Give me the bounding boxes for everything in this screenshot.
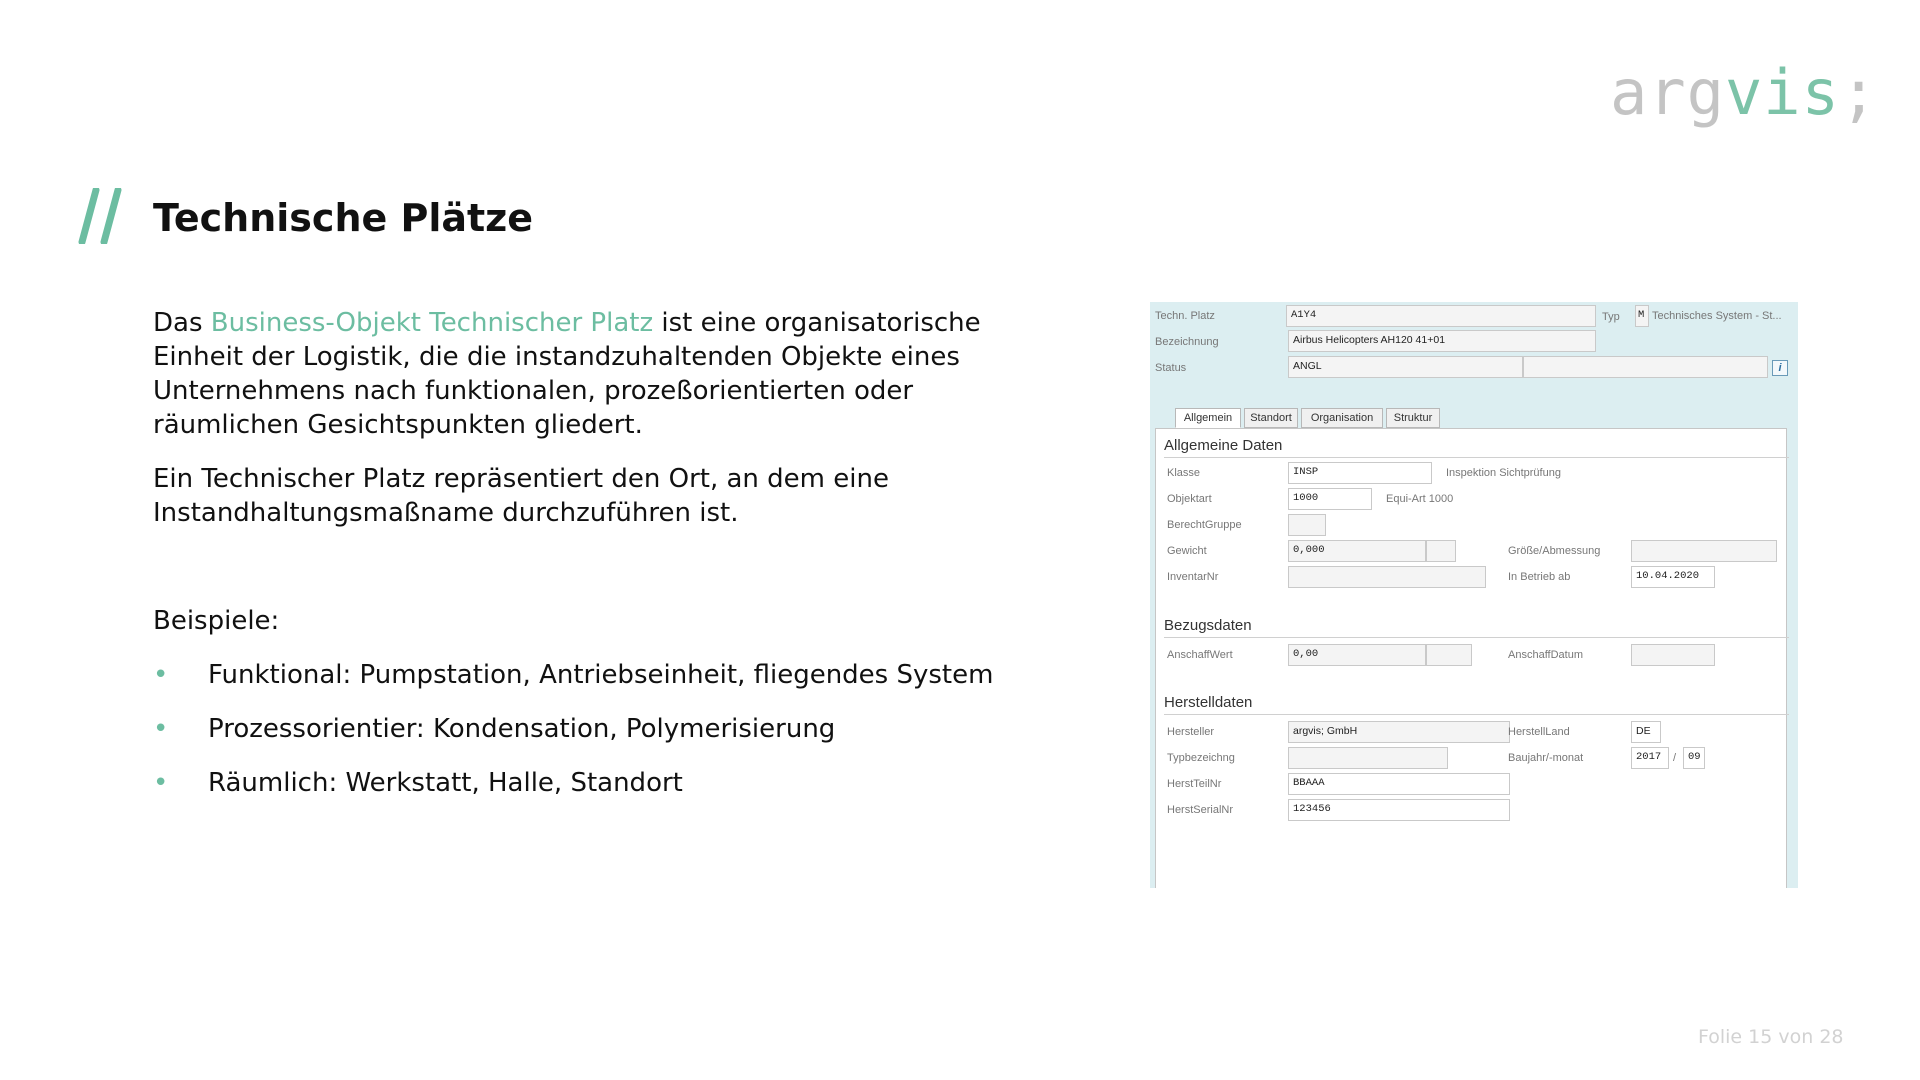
klasse-label: Klasse <box>1167 467 1201 479</box>
paragraph-definition <box>153 306 1013 442</box>
objektart-text: Equi-Art 1000 <box>1386 493 1454 505</box>
berechtgruppe-label: BerechtGruppe <box>1167 519 1242 531</box>
list-item <box>153 712 1013 746</box>
techn-platz-field[interactable]: A1Y4 <box>1286 305 1596 327</box>
logo-part-vis: vis <box>1724 56 1840 129</box>
list-item <box>153 658 1013 692</box>
paragraph-location: Ein Technischer Platz repräsentiert den Ort, an dem eine Instandhaltungsmaßname durchzuführen ist. <box>153 464 889 528</box>
page-title: Technische Plätze <box>153 196 534 240</box>
typ-code-field[interactable]: M <box>1635 305 1649 327</box>
berechtgruppe-field[interactable] <box>1288 514 1326 536</box>
bullet-icon: • <box>153 660 169 690</box>
anschaffwert-currency-field[interactable] <box>1426 644 1472 666</box>
tab-standort[interactable]: Standort <box>1244 408 1298 428</box>
tab-struktur[interactable]: Struktur <box>1386 408 1440 428</box>
section-divider <box>1164 637 1789 638</box>
sap-technical-location-screenshot <box>1150 302 1798 888</box>
anschaffdatum-label: AnschaffDatum <box>1508 649 1584 661</box>
herstserialnr-field[interactable]: 123456 <box>1288 799 1510 821</box>
info-icon[interactable]: i <box>1772 360 1788 376</box>
klasse-text: Inspektion Sichtprüfung <box>1446 467 1561 479</box>
techn-platz-label: Techn. Platz <box>1155 310 1215 322</box>
tab-panel-allgemein <box>1155 428 1787 888</box>
examples-list <box>153 658 1013 800</box>
inventarnr-label: InventarNr <box>1167 571 1219 583</box>
objektart-field[interactable]: 1000 <box>1288 488 1372 510</box>
bullet-icon: • <box>153 714 169 744</box>
hersteller-label: Hersteller <box>1167 726 1215 738</box>
bullet-icon: • <box>153 768 169 798</box>
gewicht-unit-field[interactable] <box>1426 540 1456 562</box>
groesse-label: Größe/Abmessung <box>1508 545 1601 557</box>
logo-part-semicolon: ; <box>1839 56 1879 129</box>
inbetrieb-label: In Betrieb ab <box>1508 571 1571 583</box>
example-text: Funktional: Pumpstation, Antriebseinheit, fliegendes System <box>208 660 994 690</box>
double-slash-icon <box>78 188 124 244</box>
gewicht-field[interactable]: 0,000 <box>1288 540 1426 562</box>
tab-allgemein[interactable]: Allgemein <box>1175 408 1241 428</box>
hersttelnr-label: HerstTeilNr <box>1167 778 1222 790</box>
section-allgemeine-daten: Allgemeine Daten <box>1164 437 1283 454</box>
section-divider <box>1164 457 1789 458</box>
paragraph-definition-post: ist eine organisatorische Einheit der Logistik, die die instandzuhaltenden Objekte eines Unternehmens nach funktionalen, prozeßorientierten oder räumlichen Gesichtspunkten gliedert. <box>153 308 981 440</box>
content-body <box>153 306 1013 820</box>
baujahr-field[interactable]: 2017 <box>1631 747 1669 769</box>
logo-part-arg: arg <box>1610 56 1725 129</box>
groesse-field[interactable] <box>1631 540 1777 562</box>
typbezeichng-label: Typbezeichng <box>1167 752 1235 764</box>
hersteller-field[interactable]: argvis; GmbH <box>1288 721 1510 743</box>
herstellland-label: HerstellLand <box>1508 726 1570 738</box>
klasse-field[interactable]: INSP <box>1288 462 1432 484</box>
tab-organisation[interactable]: Organisation <box>1301 408 1383 428</box>
example-text: Prozessorientier: Kondensation, Polymerisierung <box>208 714 836 744</box>
section-herstelldaten: Herstelldaten <box>1164 694 1253 711</box>
bezeichnung-field[interactable]: Airbus Helicopters AH120 41+01 <box>1288 330 1596 352</box>
objektart-label: Objektart <box>1167 493 1212 505</box>
argvis-logo <box>1610 56 1879 129</box>
typ-label: Typ <box>1602 311 1620 323</box>
anschaffwert-field[interactable]: 0,00 <box>1288 644 1426 666</box>
herstserialnr-label: HerstSerialNr <box>1167 804 1234 816</box>
inbetrieb-field[interactable]: 10.04.2020 <box>1631 566 1715 588</box>
inventarnr-field[interactable] <box>1288 566 1486 588</box>
bezeichnung-label: Bezeichnung <box>1155 336 1219 348</box>
list-item <box>153 766 1013 800</box>
section-bezugsdaten: Bezugsdaten <box>1164 617 1252 634</box>
examples-heading: Beispiele: <box>153 606 280 636</box>
status-label: Status <box>1155 362 1187 374</box>
example-text: Räumlich: Werkstatt, Halle, Standort <box>208 768 683 798</box>
typ-text: Technisches System - St... <box>1652 310 1782 322</box>
status-field[interactable]: ANGL <box>1288 356 1523 378</box>
hersttelnr-field[interactable]: BBAAA <box>1288 773 1510 795</box>
section-divider <box>1164 714 1789 715</box>
typbezeichng-field[interactable] <box>1288 747 1448 769</box>
gewicht-label: Gewicht <box>1167 545 1207 557</box>
baujahr-separator: / <box>1673 752 1677 764</box>
baumonat-field[interactable]: 09 <box>1683 747 1705 769</box>
herstellland-field[interactable]: DE <box>1631 721 1661 743</box>
baujahr-label: Baujahr/-monat <box>1508 752 1584 764</box>
status-extra-field[interactable] <box>1523 356 1768 378</box>
slide-number: Folie 15 von 28 <box>1698 1026 1844 1048</box>
anschaffdatum-field[interactable] <box>1631 644 1715 666</box>
highlight-business-object: Business-Objekt Technischer Platz <box>210 308 654 338</box>
anschaffwert-label: AnschaffWert <box>1167 649 1233 661</box>
paragraph-definition-pre: Das <box>153 308 211 338</box>
